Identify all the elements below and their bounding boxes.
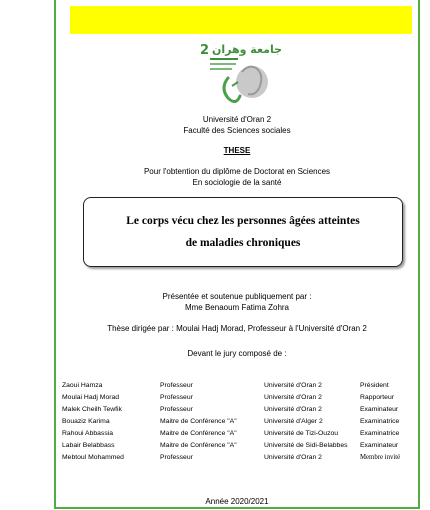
jury-member-name: Labair Belabbass xyxy=(62,442,115,449)
author-name: Mme Benaoum Fatima Zohra xyxy=(184,303,290,312)
logo-line xyxy=(210,63,236,65)
purpose-line-2: En sociologie de la santé xyxy=(192,178,282,187)
jury-member-grade: Maitre de Conférence "A" xyxy=(160,418,237,425)
jury-member-university: Université de Tizi-Ouzou xyxy=(264,430,339,437)
jury-row xyxy=(62,428,412,440)
jury-member-university: Université d'Alger 2 xyxy=(264,418,323,425)
jury-member-name: Mebtoul Mohammed xyxy=(62,454,124,461)
jury-row xyxy=(62,416,412,428)
jury-member-role: Examinatrice xyxy=(360,418,400,425)
logo-line xyxy=(210,68,232,70)
jury-row xyxy=(62,380,412,392)
director-line: Thèse dirigée par : Moulai Hadj Morad, Professeur à l'Université d'Oran 2 xyxy=(107,324,367,333)
presented-line: Présentée et soutenue publiquement par : xyxy=(162,292,312,301)
jury-member-name: Bouaziz Karima xyxy=(62,418,110,425)
jury-table xyxy=(62,380,412,464)
jury-member-role: Membre invité xyxy=(360,454,401,461)
jury-member-grade: Professeur xyxy=(160,454,193,461)
jury-member-role: Examinatrice xyxy=(360,430,400,437)
jury-member-name: Rahoui Abbassia xyxy=(62,430,114,437)
academic-year: Année 2020/2021 xyxy=(205,497,269,506)
jury-member-university: Université d'Oran 2 xyxy=(264,382,322,389)
header-highlight-bar xyxy=(70,6,412,34)
jury-member-role: Président xyxy=(360,382,389,389)
university-logo xyxy=(180,38,290,110)
thesis-title-line-2: de maladies chroniques xyxy=(185,237,301,249)
jury-member-name: Malek Cheilh Tewfik xyxy=(62,406,122,413)
these-label: THESE xyxy=(223,146,251,155)
jury-member-grade: Professeur xyxy=(160,382,193,389)
jury-member-grade: Maitre de Conférence "A" xyxy=(160,442,237,449)
jury-member-role: Examinateur xyxy=(360,442,399,449)
logo-line xyxy=(210,58,238,60)
jury-member-role: Rapporteur xyxy=(360,394,395,401)
jury-row xyxy=(62,392,412,404)
jury-row xyxy=(62,440,412,452)
purpose-line-1: Pour l'obtention du diplôme de Doctorat en Sciences xyxy=(143,167,331,176)
jury-member-role: Examinateur xyxy=(360,406,399,413)
jury-row xyxy=(62,404,412,416)
jury-member-grade: Maitre de Conférence "A" xyxy=(160,430,237,437)
jury-member-name: Moulai Hadj Morad xyxy=(62,394,120,401)
jury-member-name: Zaoui Hamza xyxy=(62,382,103,389)
jury-member-university: Université de Sidi-Belabbes xyxy=(264,442,348,449)
jury-member-university: Université d'Oran 2 xyxy=(264,394,322,401)
jury-heading: Devant le jury composé de : xyxy=(187,349,287,358)
faculty-name: Faculté des Sciences sociales xyxy=(183,126,291,135)
jury-row xyxy=(62,452,412,464)
jury-member-grade: Professeur xyxy=(160,406,193,413)
university-name: Université d'Oran 2 xyxy=(202,115,272,124)
thesis-title-box xyxy=(83,197,403,267)
jury-member-university: Université d'Oran 2 xyxy=(264,406,322,413)
thesis-title-line-1: Le corps vécu chez les personnes âgées atteintes xyxy=(126,215,360,227)
logo-number: 2 xyxy=(200,43,210,58)
jury-member-grade: Professeur xyxy=(160,394,193,401)
logo-arabic-name: جامعة وهران xyxy=(212,43,283,56)
jury-member-university: Université d'Oran 2 xyxy=(264,454,322,461)
